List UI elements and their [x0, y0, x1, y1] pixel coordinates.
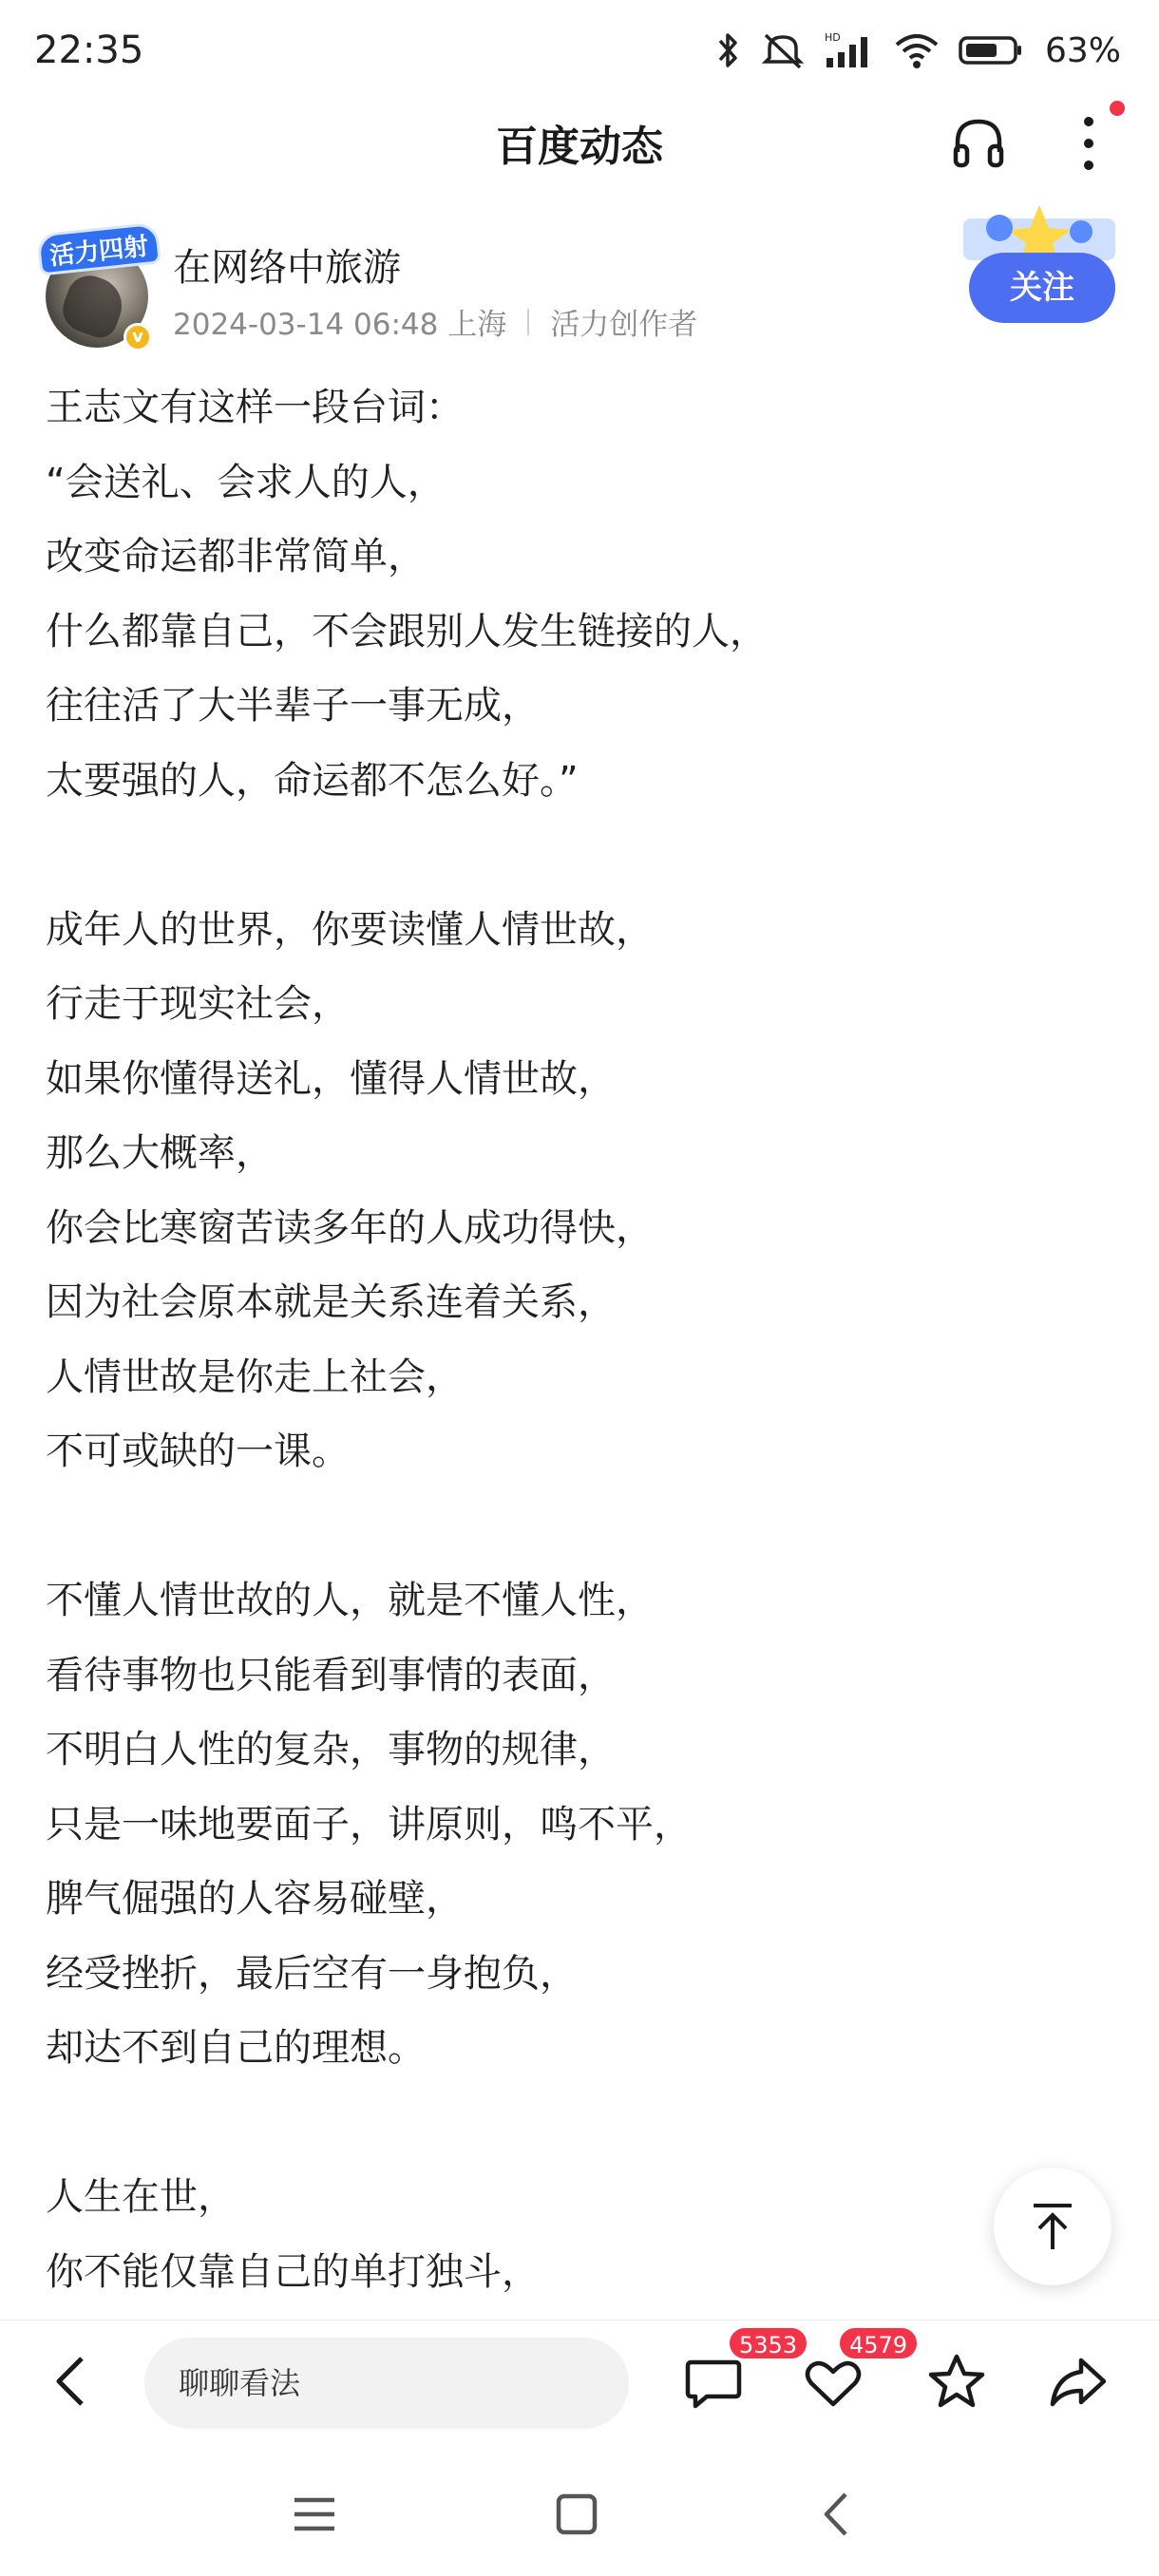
article-line: 却达不到自己的理想。 — [46, 2026, 426, 2070]
article-line: 行走于现实社会， — [46, 982, 350, 1026]
battery-icon — [958, 29, 1024, 71]
like-button[interactable] — [800, 2332, 908, 2415]
article-line: 看待事物也只能看到事情的表面， — [46, 1653, 616, 1697]
status-time: 22:35 — [34, 28, 144, 72]
author-name[interactable]: 在网络中旅游 — [173, 246, 401, 290]
menu-icon[interactable] — [281, 2481, 348, 2548]
bluetooth-icon — [714, 29, 743, 71]
article-line: 太要强的人，命运都不怎么好。” — [46, 758, 579, 803]
scroll-to-top-button[interactable] — [994, 2168, 1112, 2285]
mute-icon — [760, 29, 806, 71]
article-line: 人生在世， — [46, 2175, 236, 2219]
favorite-button[interactable] — [923, 2349, 990, 2415]
status-bar — [0, 0, 1159, 104]
comment-input[interactable]: 聊聊看法 — [144, 2338, 629, 2429]
bottom-action-bar — [0, 2320, 1159, 2443]
meta-divider — [527, 309, 529, 335]
comment-count-badge: 5353 — [728, 2326, 808, 2360]
post-datetime-location: 2024-03-14 06:48 上海 — [173, 308, 507, 342]
article-line: 经受挫折，最后空有一身抱负， — [46, 1951, 578, 1996]
page-title: 百度动态 — [496, 123, 663, 171]
avatar-container[interactable] — [38, 218, 154, 351]
article-line: 人情世故是你走上社会， — [46, 1354, 464, 1399]
back-icon[interactable] — [48, 2353, 95, 2410]
battery-percent: 63% — [1044, 30, 1121, 70]
scroll-to-top-icon — [994, 2168, 1112, 2285]
header — [0, 104, 1159, 196]
favorite-icon — [923, 2349, 990, 2415]
follow-button[interactable]: 关注 — [969, 253, 1115, 323]
share-icon — [1045, 2349, 1112, 2415]
article-line: 什么都靠自己，不会跟别人发生链接的人， — [46, 609, 768, 653]
comment-button[interactable] — [680, 2332, 798, 2415]
comment-icon — [680, 2349, 747, 2415]
system-nav-bar — [0, 2443, 1159, 2576]
headphones-icon[interactable] — [948, 112, 1009, 173]
svg-text:HD: HD — [824, 31, 841, 44]
share-button[interactable] — [1045, 2349, 1112, 2415]
blank-line — [46, 2086, 1110, 2161]
blank-line — [46, 818, 1110, 893]
article-line: 你不能仅靠自己的单打独斗， — [46, 2249, 540, 2294]
article-line: 你会比寒窗苦读多年的人成功得快， — [46, 1205, 654, 1250]
article-body — [46, 370, 1110, 2318]
article-line: 如果你懂得送礼，懂得人情世故， — [46, 1056, 616, 1101]
article-line: “会送礼、会求人的人， — [46, 460, 446, 504]
blank-line — [46, 1489, 1110, 1564]
back-nav-icon[interactable] — [804, 2481, 870, 2548]
author-role: 活力创作者 — [550, 308, 698, 342]
wifi-icon — [893, 29, 940, 71]
article-line: 不可或缺的一课。 — [46, 1430, 350, 1473]
author-meta — [173, 300, 697, 343]
article-line: 成年人的世界，你要读懂人情世故， — [46, 907, 654, 952]
article-line: 改变命运都非常简单， — [46, 535, 426, 578]
avatar-badge: 活力四射 — [36, 221, 162, 275]
hd-signal-icon — [823, 29, 876, 71]
article-line: 脾气倔强的人容易碰壁， — [46, 1877, 464, 1921]
like-count-badge: 4579 — [838, 2326, 919, 2360]
article-line: 往往活了大半辈子一事无成， — [46, 684, 540, 728]
article-line: 王志文有这样一段台词： — [46, 386, 464, 429]
home-icon[interactable] — [543, 2481, 610, 2548]
author-block — [0, 199, 1159, 351]
article-line: 那么大概率， — [46, 1131, 274, 1175]
article-line: 不懂人情世故的人，就是不懂人性， — [46, 1579, 654, 1622]
article-line: 只是一味地要面子，讲原则，鸣不平， — [46, 1802, 692, 1847]
more-icon[interactable] — [1070, 110, 1108, 177]
status-icons — [714, 27, 1121, 74]
verified-icon: v — [124, 323, 152, 351]
article-line: 不明白人性的复杂，事物的规律， — [46, 1728, 616, 1771]
article-line: 因为社会原本就是关系连着关系， — [46, 1280, 616, 1324]
notification-dot — [1110, 101, 1125, 116]
